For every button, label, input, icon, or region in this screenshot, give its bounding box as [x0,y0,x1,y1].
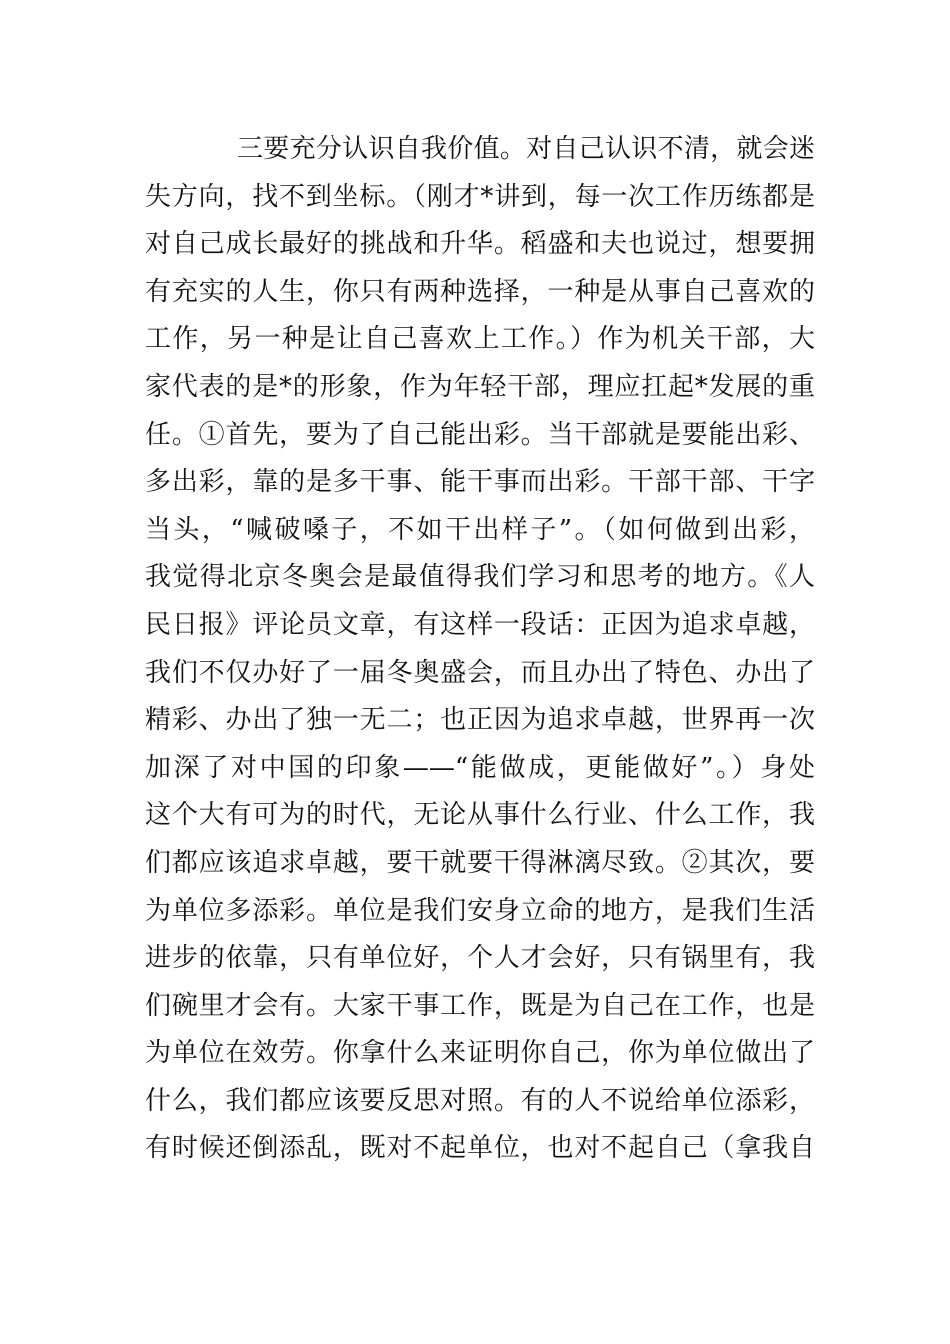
text-line: 为单位在效劳。你拿什么来证明你自己，你为单位做出了 [145,1038,815,1069]
text-line: 有时候还倒添乱，既对不起单位，也对不起自己（拿我自 [145,1133,815,1164]
text-line: 三要充分认识自我价值。对自己认识不清，就会迷 [237,134,815,164]
text-line: 这个大有可为的时代，无论从事什么行业、什么工作，我 [145,800,815,831]
text-line: 进步的依靠，只有单位好，个人才会好，只有锅里有，我 [145,943,815,974]
text-line: 工作，另一种是让自己喜欢上工作。）作为机关干部，大 [145,324,815,355]
body-paragraph [145,126,815,1173]
text-line: 为单位多添彩。单位是我们安身立命的地方，是我们生活 [145,895,815,926]
text-line: 我觉得北京冬奥会是最值得我们学习和思考的地方。《人 [145,562,815,593]
text-line: 失方向，找不到坐标。（刚才*讲到，每一次工作历练都是 [145,181,815,212]
text-line: 什么，我们都应该要反思对照。有的人不说给单位添彩， [145,1085,815,1116]
text-line: 当头，“喊破嗓子，不如干出样子”。（如何做到出彩， [145,514,815,545]
text-line: 任。①首先，要为了自己能出彩。当干部就是要能出彩、 [145,419,815,450]
text-line: 对自己成长最好的挑战和升华。稻盛和夫也说过，想要拥 [145,229,815,260]
text-line: 民日报》评论员文章，有这样一段话：正因为追求卓越， [145,609,815,640]
text-line: 多出彩，靠的是多干事、能干事而出彩。干部干部、干字 [145,467,815,498]
text-line: 加深了对中国的印象——“能做成，更能做好”。）身处 [145,752,815,783]
text-line: 精彩、办出了独一无二；也正因为追求卓越，世界再一次 [145,705,815,736]
text-line: 我们不仅办好了一届冬奥盛会，而且办出了特色、办出了 [145,657,815,688]
text-line: 有充实的人生，你只有两种选择，一种是从事自己喜欢的 [145,276,815,307]
text-line: 们碗里才会有。大家干事工作，既是为自己在工作，也是 [145,990,815,1021]
text-line: 家代表的是*的形象，作为年轻干部，理应扛起*发展的重 [145,371,815,402]
text-line: 们都应该追求卓越，要干就要干得淋漓尽致。②其次，要 [145,847,815,878]
